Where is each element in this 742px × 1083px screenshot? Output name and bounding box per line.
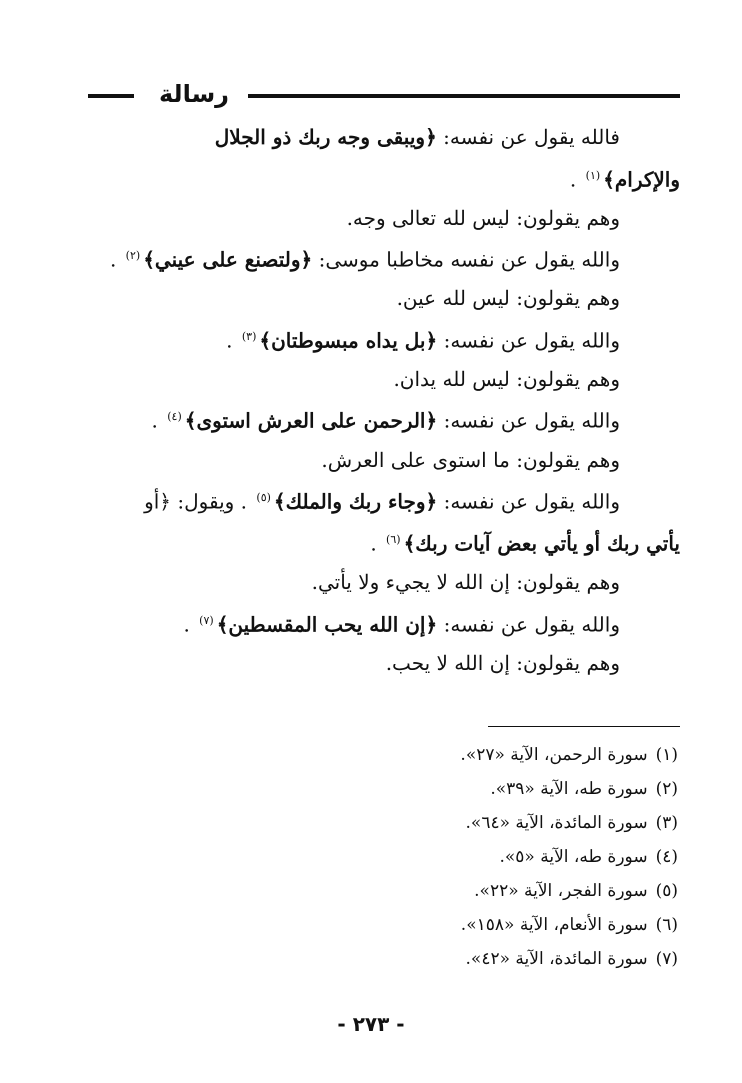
main-text	[86, 118, 680, 683]
header-rule	[248, 94, 680, 98]
footnote-ref: (٣)	[241, 329, 257, 343]
footnote-text: سورة طه، الآية «٣٩».	[490, 779, 648, 799]
quran-verse: والإكرام﴾	[603, 167, 680, 192]
line-text-end: .	[569, 167, 583, 192]
footnote-text: سورة الرحمن، الآية «٢٧».	[460, 745, 648, 765]
quran-verse: ﴿إن الله يحب المقسطين﴾	[216, 612, 438, 637]
footnote-text: سورة المائدة، الآية «٤٢».	[465, 949, 648, 969]
header-rule-short	[88, 94, 134, 98]
line-text-end: .	[109, 247, 123, 272]
line-text-end: .	[151, 409, 165, 434]
line-text: والله يقول عن نفسه:	[437, 612, 620, 637]
line-text: وهم يقولون: ليس لله عين.	[396, 286, 620, 311]
text-line	[86, 441, 680, 480]
text-line	[86, 479, 680, 521]
quran-verse: ﴿وجاء ربك والملك﴾	[273, 489, 438, 514]
quran-verse: ﴿ولتصنع على عيني﴾	[143, 247, 313, 272]
footnote-text: سورة المائدة، الآية «٦٤».	[465, 813, 648, 833]
quran-verse: ﴿الرحمن على العرش استوى﴾	[184, 409, 438, 434]
line-text-end: .	[183, 612, 197, 637]
quran-verse: يأتي ربك أو يأتي بعض آيات ربك﴾	[403, 531, 680, 556]
text-line	[86, 398, 680, 440]
footnote-number: (٤)	[655, 847, 678, 867]
text-line	[86, 360, 680, 399]
footnote-item	[300, 738, 678, 772]
text-line	[86, 118, 680, 157]
line-text: وهم يقولون: إن الله لا يحب.	[385, 651, 620, 676]
line-text: وهم يقولون: ليس لله يدان.	[393, 366, 620, 391]
footnote-ref: (١)	[585, 168, 601, 182]
footnote-number: (٢)	[655, 779, 678, 799]
footnote-ref: (٢)	[125, 249, 141, 263]
footnote-separator	[488, 726, 680, 727]
footnote-item	[300, 908, 678, 942]
text-line	[86, 157, 680, 199]
header-title: رسالة	[159, 80, 229, 108]
footnote-number: (٥)	[655, 881, 678, 901]
line-text-end: . ويقول: ﴿أو	[144, 489, 254, 514]
text-line	[86, 318, 680, 360]
line-text: وهم يقولون: ليس لله تعالى وجه.	[346, 205, 620, 230]
footnote-item	[300, 942, 678, 976]
quran-verse: ﴿بل يداه مبسوطتان﴾	[259, 328, 438, 353]
footnote-number: (١)	[655, 745, 678, 765]
footnote-text: سورة الأنعام، الآية «١٥٨».	[460, 915, 648, 935]
text-line	[86, 602, 680, 644]
footnote-item	[300, 806, 678, 840]
line-text: والله يقول عن نفسه:	[437, 489, 620, 514]
line-text-end: .	[370, 531, 384, 556]
footnote-item	[300, 840, 678, 874]
line-text: وهم يقولون: إن الله لا يجيء ولا يأتي.	[311, 570, 620, 595]
footnote-item	[300, 772, 678, 806]
footnote-text: سورة طه، الآية «٥».	[499, 847, 648, 867]
text-line	[86, 199, 680, 238]
quran-verse: ﴿ويبقى وجه ربك ذو الجلال	[214, 125, 437, 149]
footnote-number: (٦)	[655, 915, 678, 935]
text-line	[86, 644, 680, 683]
line-text: فالله يقول عن نفسه:	[436, 125, 620, 149]
text-line	[86, 563, 680, 602]
line-text-end: .	[226, 328, 239, 353]
text-line	[86, 521, 680, 563]
footnote-ref: (٥)	[256, 491, 271, 505]
line-text: والله يقول عن نفسه:	[437, 328, 620, 353]
footnotes	[300, 738, 678, 976]
footnote-number: (٧)	[655, 949, 678, 969]
running-header	[88, 74, 680, 114]
text-line	[86, 237, 680, 279]
footnote-number: (٣)	[655, 813, 678, 833]
page-number: - ٢٧٣ -	[337, 1012, 405, 1036]
footnote-ref: (٤)	[167, 410, 182, 424]
footnote-ref: (٦)	[386, 533, 401, 547]
line-text: والله يقول عن نفسه:	[437, 409, 620, 434]
line-text: والله يقول عن نفسه مخاطبا موسى:	[312, 247, 620, 272]
line-text: وهم يقولون: ما استوى على العرش.	[321, 447, 620, 472]
footnote-text: سورة الفجر، الآية «٢٢».	[474, 881, 648, 901]
footnote-ref: (٧)	[199, 613, 214, 627]
footnote-item	[300, 874, 678, 908]
text-line	[86, 279, 680, 318]
